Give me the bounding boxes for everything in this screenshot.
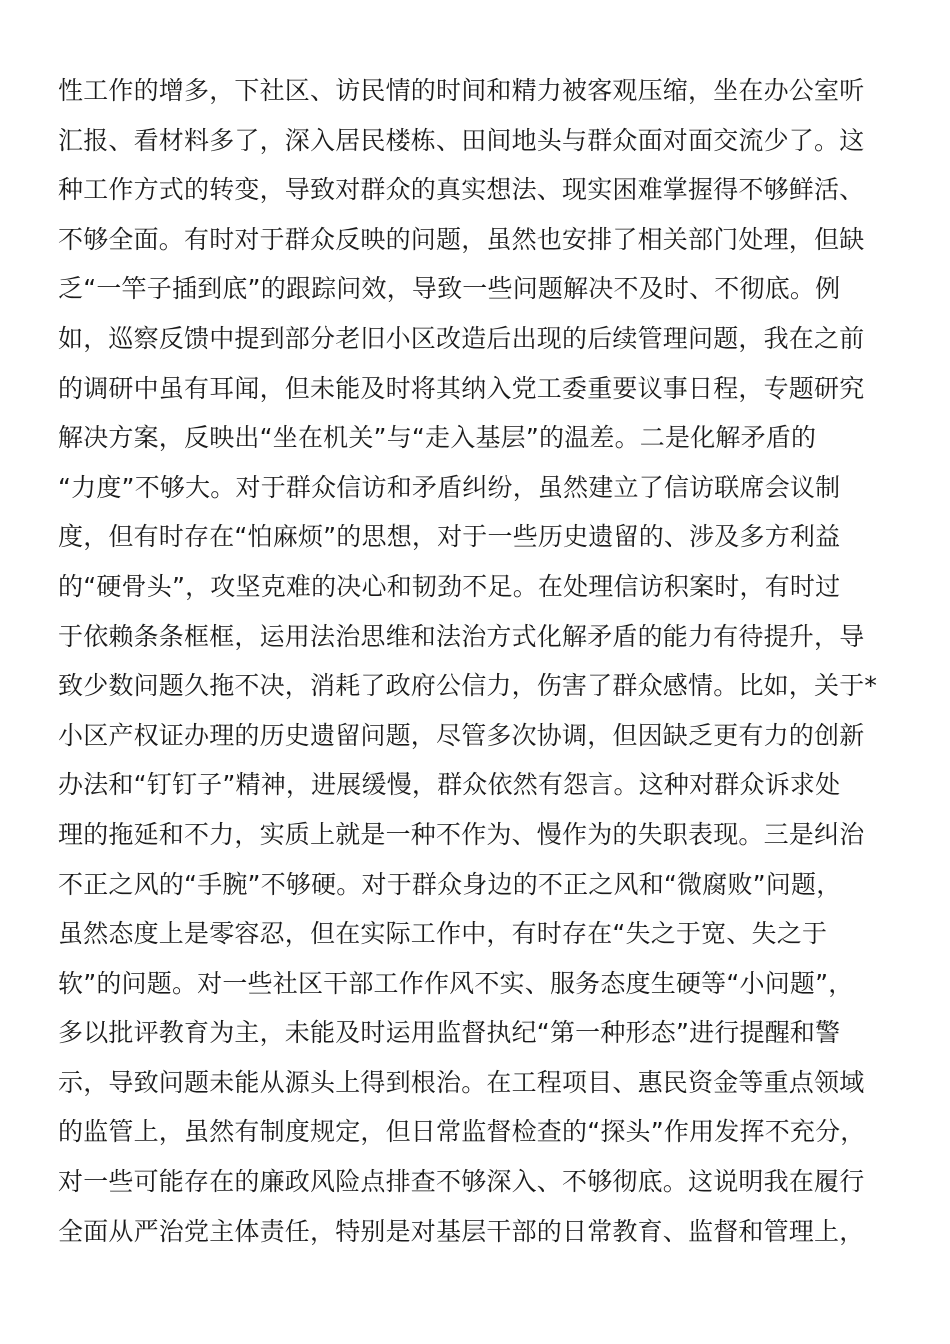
text-line: 汇报、看材料多了，深入居民楼栋、田间地头与群众面对面交流少了。这 bbox=[58, 125, 865, 155]
text-line: 对一些可能存在的廉政风险点排查不够深入、不够彻底。这说明我在履行 bbox=[58, 1167, 865, 1197]
text-line: 解决方案，反映出“坐在机关”与“走入基层”的温差。二是化解矛盾的 bbox=[58, 423, 817, 453]
text-line: 的“硬骨头”，攻坚克难的决心和韧劲不足。在处理信访积案时，有时过 bbox=[58, 571, 841, 601]
text-line: 虽然态度上是零容忍，但在实际工作中，有时存在“失之于宽、失之于 bbox=[58, 919, 828, 949]
text-line: 不够全面。有时对于群众反映的问题，虽然也安排了相关部门处理，但缺 bbox=[58, 224, 865, 254]
text-line: 理的拖延和不力，实质上就是一种不作为、慢作为的失职表现。三是纠治 bbox=[58, 819, 865, 849]
text-line: 种工作方式的转变，导致对群众的真实想法、现实困难掌握得不够鲜活、 bbox=[58, 175, 865, 205]
text-line: 软”的问题。对一些社区干部工作作风不实、服务态度生硬等“小问题”， bbox=[58, 968, 854, 998]
text-line: 于依赖条条框框，运用法治思维和法治方式化解矛盾的能力有待提升，导 bbox=[58, 621, 865, 651]
text-line: 的调研中虽有耳闻，但未能及时将其纳入党工委重要议事日程，专题研究 bbox=[58, 373, 865, 403]
text-line: 度，但有时存在“怕麻烦”的思想，对于一些历史遗留的、涉及多方利益 bbox=[58, 522, 841, 552]
text-line: “力度”不够大。对于群众信访和矛盾纠纷，虽然建立了信访联席会议制 bbox=[58, 472, 841, 502]
text-line: 全面从严治党主体责任，特别是对基层干部的日常教育、监督和管理上， bbox=[58, 1216, 865, 1246]
text-line: 致少数问题久拖不决，消耗了政府公信力，伤害了群众感情。比如，关于* bbox=[58, 671, 878, 701]
text-line: 不正之风的“手腕”不够硬。对于群众身边的不正之风和“微腐败”问题， bbox=[58, 869, 842, 899]
text-line: 性工作的增多，下社区、访民情的时间和精力被客观压缩，坐在办公室听 bbox=[58, 76, 865, 105]
body-text bbox=[58, 66, 908, 1256]
text-line: 办法和“钉钉子”精神，进展缓慢，群众依然有怨言。这种对群众诉求处 bbox=[58, 770, 841, 800]
text-line: 乏“一竿子插到底”的跟踪问效，导致一些问题解决不及时、不彻底。例 bbox=[58, 274, 841, 304]
text-line: 小区产权证办理的历史遗留问题，尽管多次协调，但因缺乏更有力的创新 bbox=[58, 720, 865, 750]
text-line: 的监管上，虽然有制度规定，但日常监督检查的“探头”作用发挥不充分， bbox=[58, 1117, 866, 1147]
text-line: 示，导致问题未能从源头上得到根治。在工程项目、惠民资金等重点领域 bbox=[58, 1067, 865, 1097]
text-line: 如，巡察反馈中提到部分老旧小区改造后出现的后续管理问题，我在之前 bbox=[58, 323, 865, 353]
text-line: 多以批评教育为主，未能及时运用监督执纪“第一种形态”进行提醒和警 bbox=[58, 1018, 841, 1048]
